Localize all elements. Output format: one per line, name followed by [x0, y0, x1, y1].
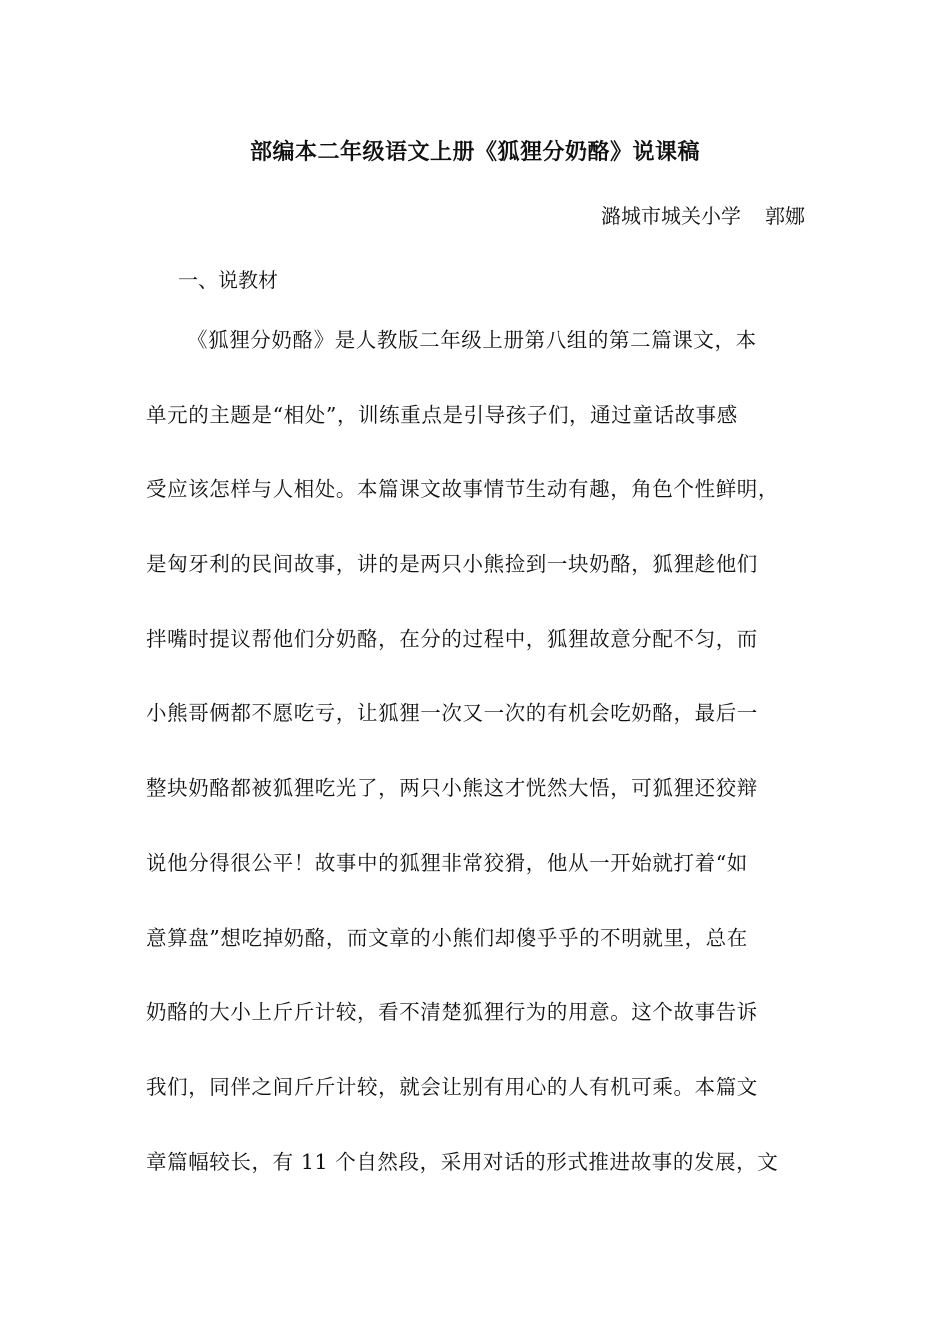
paragraph-line: 说他分得很公平！故事中的狐狸非常狡猾，他从一开始就打着“如: [146, 850, 748, 875]
author-school: 潞城市城关小学: [601, 204, 741, 228]
author-name: 郭娜: [765, 204, 805, 228]
paragraph-line: 受应该怎样与人相处。本篇课文故事情节生动有趣，角色个性鲜明，: [146, 477, 779, 502]
paragraph-line: 章篇幅较长，有 11 个自然段，采用对话的形式推进故事的发展，文: [146, 1149, 779, 1174]
paragraph-line: 我们，同伴之间斤斤计较，就会让别有用心的人有机可乘。本篇文: [146, 1074, 758, 1099]
author-line: [601, 202, 805, 230]
paragraph-line: 意算盘”想吃掉奶酪，而文章的小熊们却傻乎乎的不明就里，总在: [146, 925, 748, 950]
paragraph-line: 奶酪的大小上斤斤计较，看不清楚狐狸行为的用意。这个故事告诉: [146, 1000, 758, 1025]
paragraph-line: 拌嘴时提议帮他们分奶酪，在分的过程中，狐狸故意分配不匀，而: [146, 626, 758, 651]
document-title: 部编本二年级语文上册《狐狸分奶酪》说课稿: [249, 140, 700, 165]
body-paragraph: [146, 325, 826, 1221]
paragraph-line: 是匈牙利的民间故事，讲的是两只小熊捡到一块奶酪，狐狸趁他们: [146, 552, 758, 577]
paragraph-line: 单元的主题是“相处”，训练重点是引导孩子们，通过童话故事感: [146, 402, 738, 427]
paragraph-line: 小熊哥俩都不愿吃亏，让狐狸一次又一次的有机会吃奶酪，最后一: [146, 701, 758, 726]
section-heading: 一、说教材: [178, 268, 278, 292]
paragraph-line: 《狐狸分奶酪》是人教版二年级上册第八组的第二篇课文，本: [187, 328, 757, 352]
paragraph-line: 整块奶酪都被狐狸吃光了，两只小熊这才恍然大悟，可狐狸还狡辩: [146, 776, 758, 801]
